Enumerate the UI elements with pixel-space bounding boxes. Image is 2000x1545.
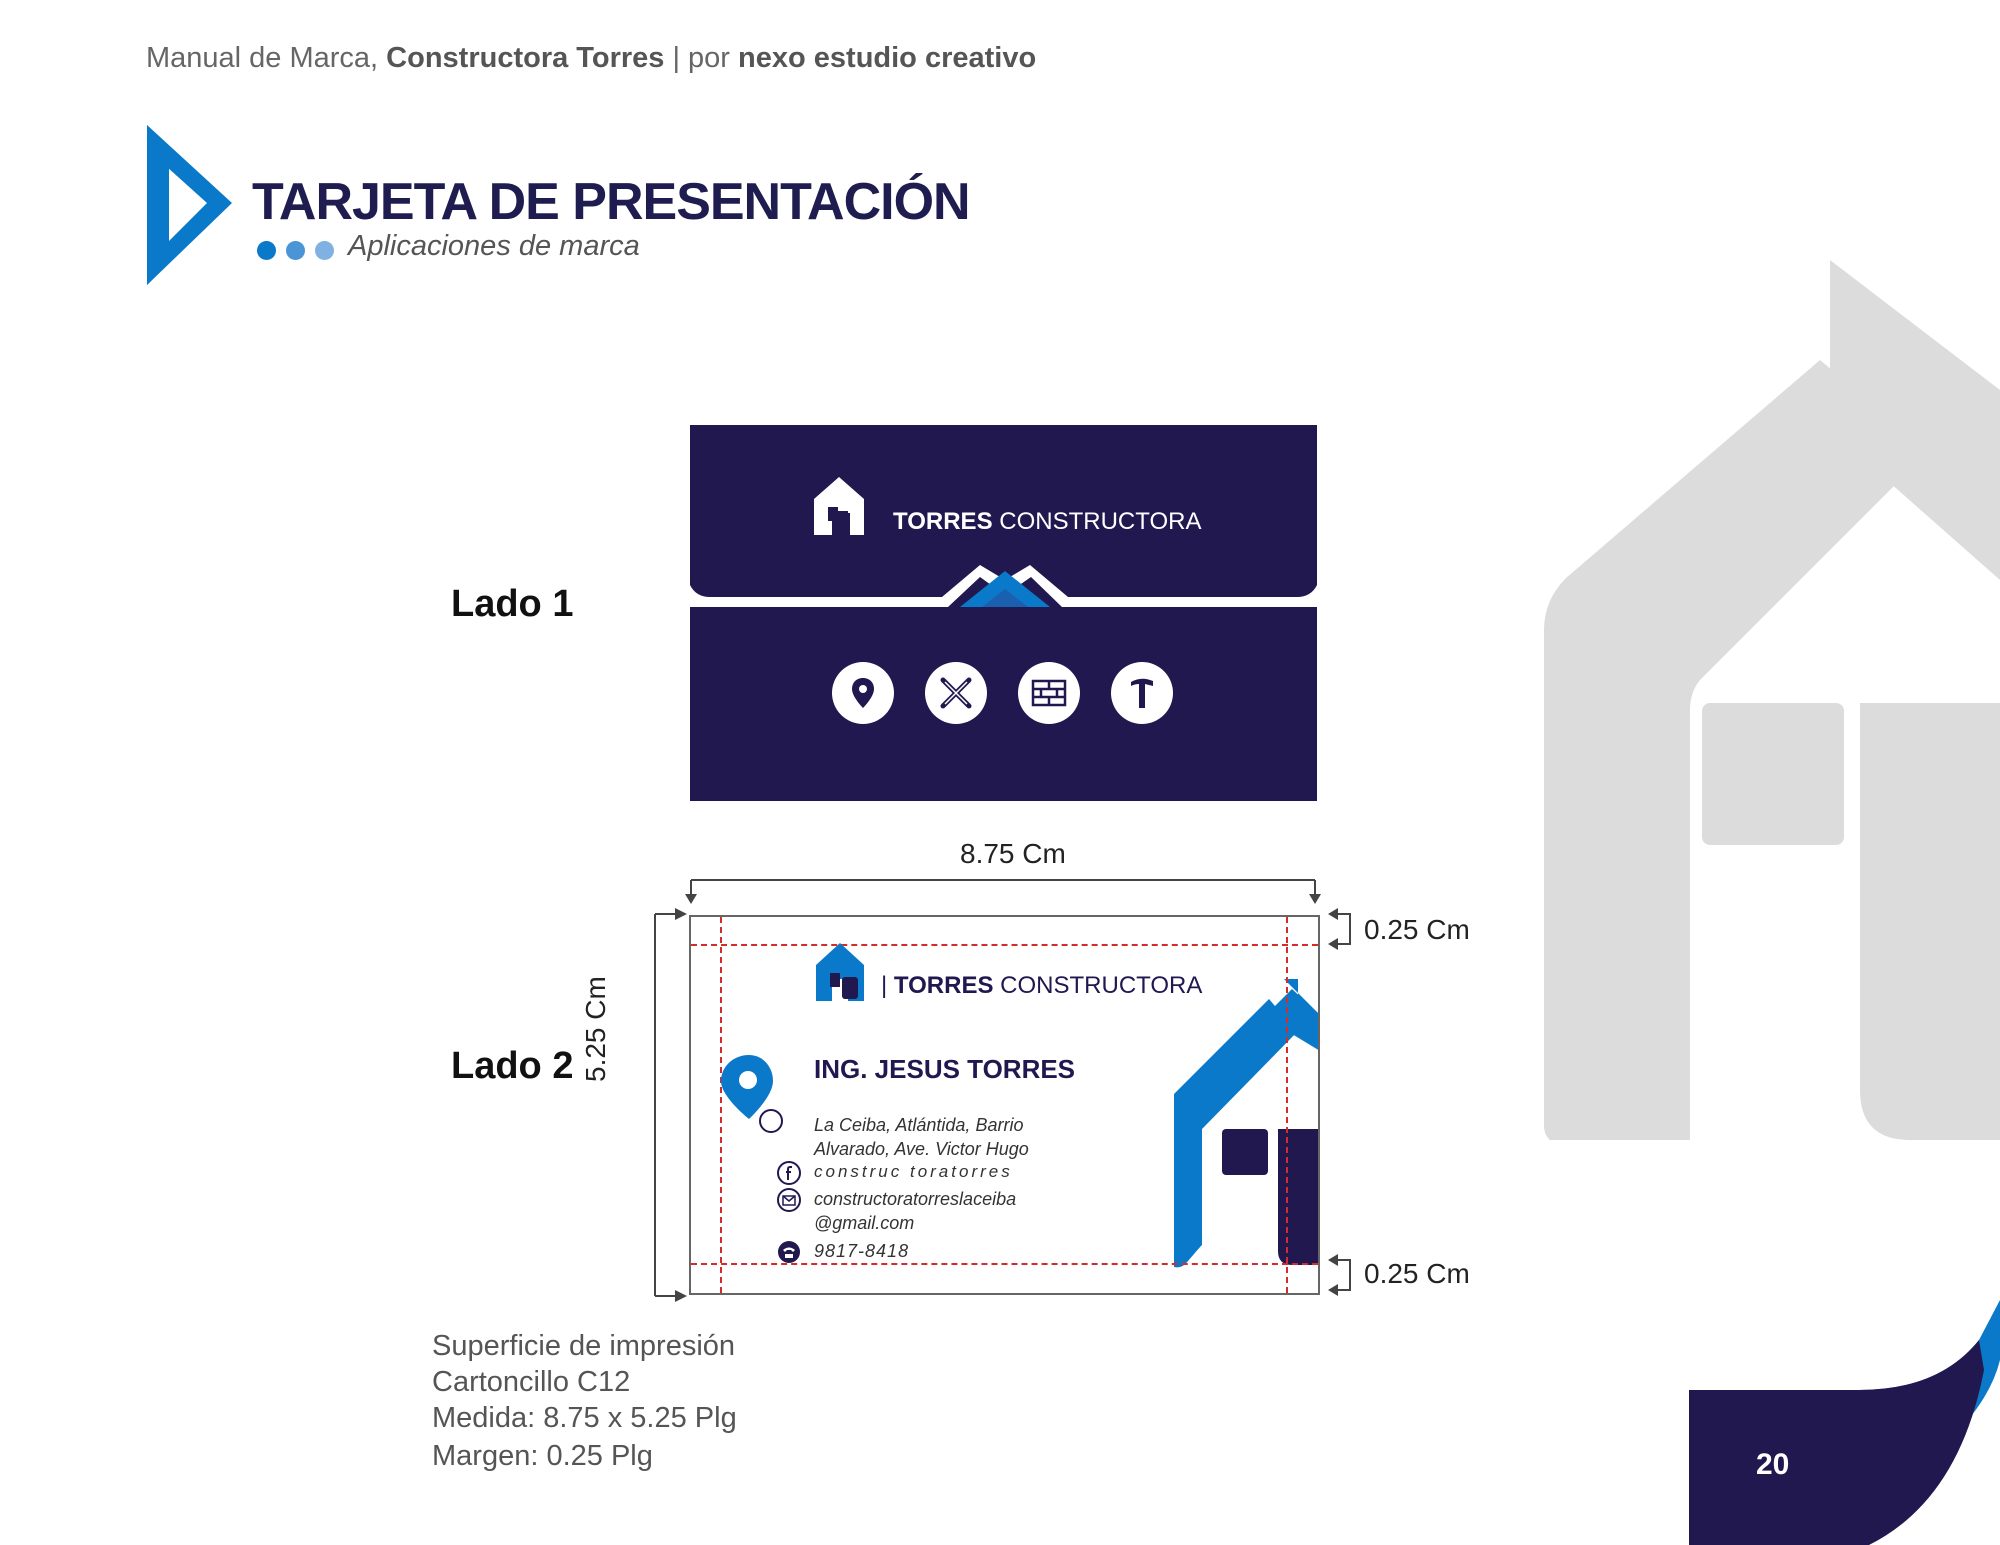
spec-line-2: Cartoncillo C12	[432, 1366, 631, 1398]
card-front-brand-bold: TORRES	[893, 508, 993, 535]
page-number: 20	[1756, 1448, 1790, 1481]
height-dimension-arrow	[645, 908, 693, 1304]
address-line-2: Alvarado, Ave. Victor Hugo	[814, 1139, 1029, 1159]
facebook-handle: construc toratorres	[814, 1162, 1013, 1181]
hammer-icon	[1111, 662, 1173, 724]
side-2-label: Lado 2	[451, 1045, 574, 1087]
card-front-brand-rest: CONSTRUCTORA	[999, 508, 1202, 535]
address-line-1: La Ceiba, Atlántida, Barrio	[814, 1115, 1024, 1135]
card-front-brand	[893, 508, 1201, 536]
spec-line-4: Margen: 0.25 Plg	[432, 1440, 653, 1472]
margin-top-label: 0.25 Cm	[1364, 914, 1470, 945]
bullet-dot-2	[286, 241, 305, 260]
card-front	[690, 425, 1317, 801]
margin-bottom-bracket	[1326, 1254, 1356, 1300]
header-separator: | por	[664, 42, 739, 74]
facebook-icon	[776, 1160, 802, 1186]
card-back-house-graphic	[1174, 979, 1320, 1293]
header-brand: Constructora Torres	[386, 42, 665, 74]
spec-line-1: Superficie de impresión	[432, 1330, 736, 1362]
header-prefix: Manual de Marca,	[146, 42, 387, 74]
document-header	[146, 42, 1036, 75]
brand-logo-icon	[814, 477, 864, 535]
page-title: TARJETA DE PRESENTACIÓN	[252, 173, 970, 231]
location-pin-icon	[832, 662, 894, 724]
bullet-dot-3	[315, 241, 334, 260]
bullet-dot-1	[257, 241, 276, 260]
card-back-brand: | TORRES CONSTRUCTORA	[881, 972, 1203, 999]
crossed-tools-icon	[925, 662, 987, 724]
margin-bottom-label: 0.25 Cm	[1364, 1258, 1470, 1289]
header-studio: nexo estudio creativo	[738, 42, 1037, 74]
width-dimension-arrow	[685, 872, 1325, 906]
email-line-2: @gmail.com	[814, 1213, 915, 1233]
email-icon	[776, 1187, 802, 1213]
phone-number: 9817-8418	[814, 1241, 910, 1261]
location-pin-icon	[721, 1055, 783, 1135]
corner-decoration	[1689, 1300, 2000, 1545]
right-margin-guide	[1286, 917, 1288, 1293]
margin-top-bracket	[1326, 906, 1356, 952]
background-house-shape	[1530, 240, 2000, 1160]
card-back	[689, 915, 1320, 1295]
phone-icon	[776, 1239, 802, 1265]
spec-line-3: Medida: 8.75 x 5.25 Plg	[432, 1402, 737, 1434]
chevron-right-icon	[147, 125, 235, 285]
card-front-divider	[690, 565, 1317, 635]
side-1-label: Lado 1	[451, 583, 574, 625]
card-back-brand-rest: CONSTRUCTORA	[1000, 972, 1203, 999]
top-margin-guide	[691, 944, 1318, 946]
width-dimension-label: 8.75 Cm	[960, 838, 1066, 869]
height-dimension-label: 5.25 Cm	[580, 976, 611, 1082]
email-line-1: constructoratorreslaceiba	[814, 1189, 1017, 1209]
brand-logo-icon	[816, 943, 864, 1001]
brick-wall-icon	[1018, 662, 1080, 724]
card-holder-name: ING. JESUS TORRES	[814, 1054, 1076, 1084]
page-subtitle: Aplicaciones de marca	[348, 230, 640, 262]
card-back-brand-bold: TORRES	[893, 972, 994, 999]
